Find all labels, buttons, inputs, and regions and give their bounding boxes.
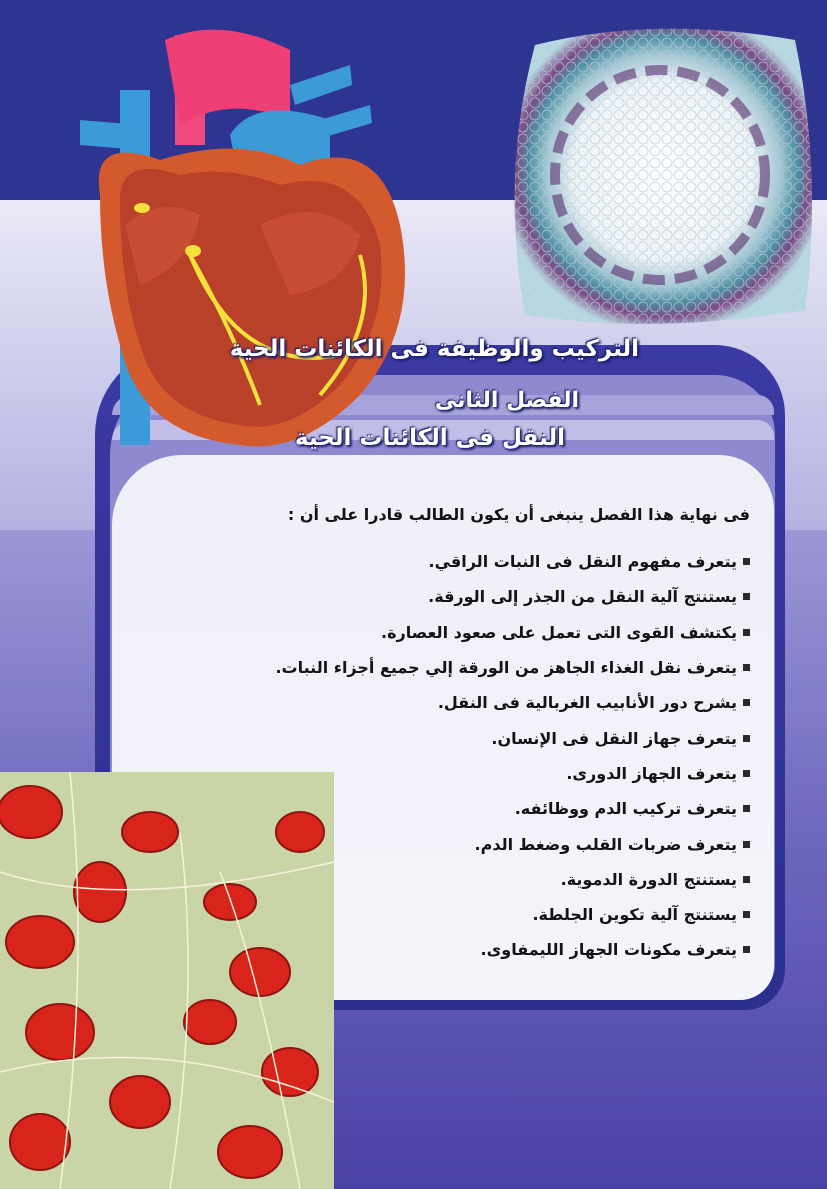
- bullet-icon: [743, 558, 750, 565]
- list-item: يستنتج آلية تكوين الجلطة.: [150, 897, 750, 932]
- objectives-section: [150, 505, 750, 968]
- bullet-icon: [743, 876, 750, 883]
- list-item: يتعرف الجهاز الدورى.: [150, 756, 750, 791]
- bullet-icon: [743, 735, 750, 742]
- bullet-icon: [743, 664, 750, 671]
- list-item: يتعرف مفهوم النقل فى النبات الراقي.: [150, 544, 750, 579]
- heart-image: [80, 25, 480, 465]
- list-item: يتعرف تركيب الدم ووظائفه.: [150, 791, 750, 826]
- bullet-icon: [743, 841, 750, 848]
- list-item: يتعرف ضربات القلب وضغط الدم.: [150, 826, 750, 861]
- bullet-icon: [743, 593, 750, 600]
- chapter-title: النقل فى الكائنات الحية: [294, 425, 565, 451]
- bullet-icon: [743, 770, 750, 777]
- bullet-icon: [743, 699, 750, 706]
- unit-title: التركيب والوظيفة فى الكائنات الحية: [229, 336, 639, 362]
- list-item: يتعرف نقل الغذاء الجاهز من الورقة إلي جميع أجزاء النبات.: [150, 650, 750, 685]
- bullet-icon: [743, 946, 750, 953]
- bullet-icon: [743, 629, 750, 636]
- list-item: يشرح دور الأنابيب الغربالية فى النقل.: [150, 685, 750, 720]
- list-item: يتعرف جهاز النقل فى الإنسان.: [150, 720, 750, 755]
- list-item: يتعرف مكونات الجهاز الليمفاوى.: [150, 932, 750, 967]
- plant-stem-image: [505, 25, 815, 325]
- objectives-list: [150, 544, 750, 968]
- list-item: يستنتج الدورة الدموية.: [150, 862, 750, 897]
- list-item: يستنتج آلية النقل من الجذر إلى الورقة.: [150, 579, 750, 614]
- bullet-icon: [743, 911, 750, 918]
- chapter-label: الفصل الثانى: [434, 388, 579, 413]
- list-item: يكتشف القوى التى تعمل على صعود العصارة.: [150, 615, 750, 650]
- objectives-intro: فى نهاية هذا الفصل ينبغى أن يكون الطالب قادرا على أن :: [287, 505, 750, 524]
- bullet-icon: [743, 805, 750, 812]
